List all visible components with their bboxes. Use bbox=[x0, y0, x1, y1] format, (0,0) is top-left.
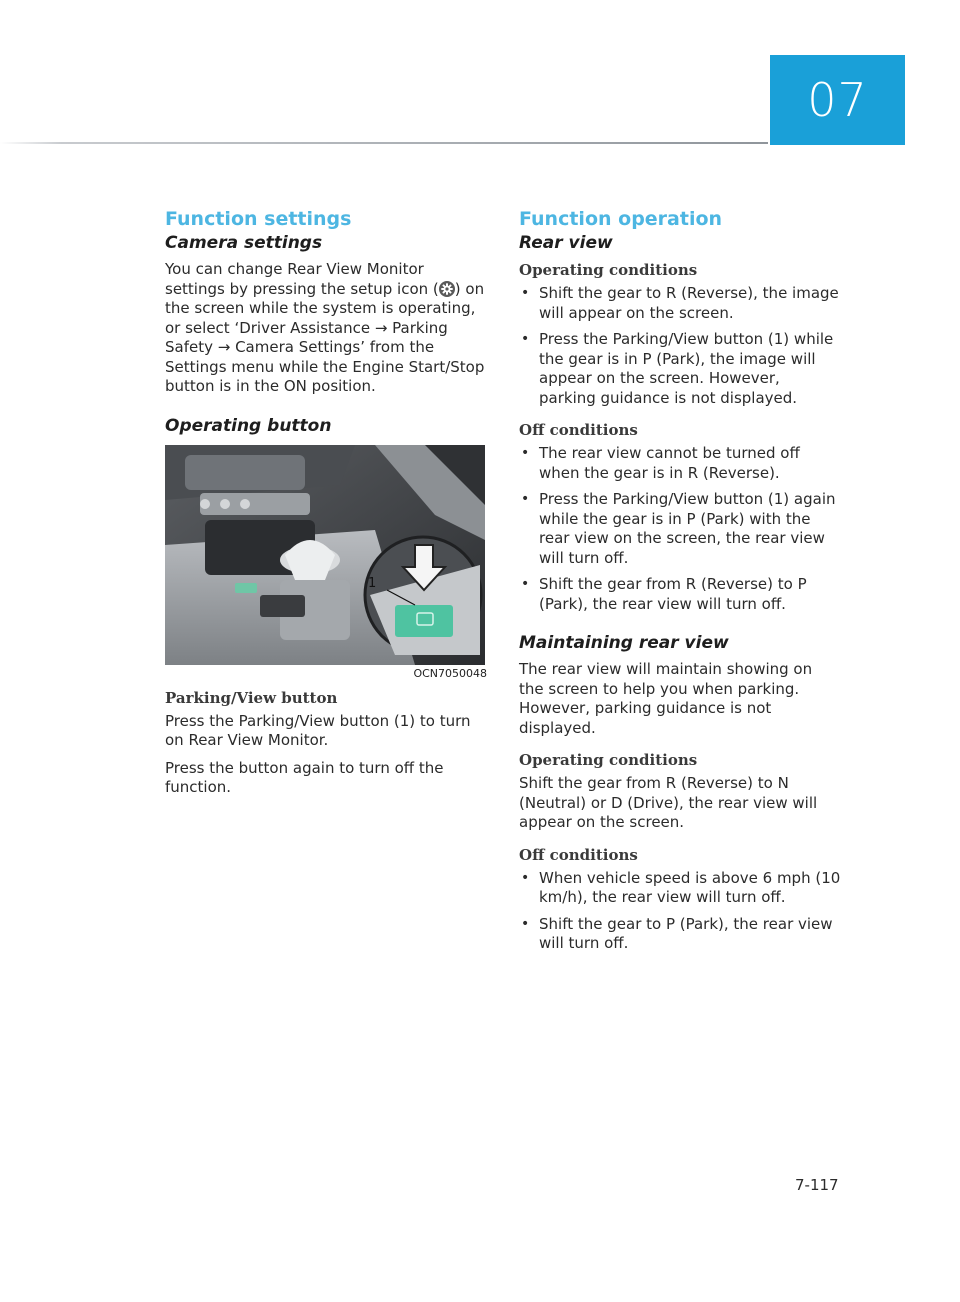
maintaining-intro: The rear view will maintain showing on the screen to help you when parking. However, parking guidance is not displayed. bbox=[519, 660, 813, 737]
subheading-camera-settings: Camera settings bbox=[165, 233, 323, 253]
gear-icon bbox=[439, 281, 455, 297]
caption-parking-view-button: Parking/View button bbox=[165, 688, 338, 707]
parking-view-button-figure bbox=[165, 445, 485, 665]
rear-view-off-conditions-list bbox=[519, 444, 841, 614]
figure-callout-number: 1 bbox=[368, 575, 377, 591]
figure-code: OCN7050048 bbox=[413, 666, 487, 680]
list-item: • When vehicle speed is above 6 mph (10 km/h), the rear view will turn off. bbox=[519, 869, 841, 908]
list-item: • The rear view cannot be turned off when the gear is in R (Reverse). bbox=[519, 444, 841, 483]
chapter-tab bbox=[770, 55, 905, 145]
subheading-maintaining-rear-view: Maintaining rear view bbox=[519, 633, 729, 653]
camera-settings-paragraph: You can change Rear View Monitor settings by pressing the setup icon ( ) on the screen while the system is operating, or select ‘Driver Assistance → Parking Safety → Camera Settings’ from the Settings menu while the Engine Start/Stop button is in the ON position. bbox=[165, 260, 485, 395]
header-rule bbox=[0, 142, 768, 144]
maintaining-operating-conditions-text: Shift the gear from R (Reverse) to N (Neutral) or D (Drive), the rear view will appear on the screen. bbox=[519, 774, 818, 831]
section-title-function-settings: Function settings bbox=[165, 208, 352, 230]
chapter-number: 07 bbox=[807, 73, 868, 127]
section-title-function-operation: Function operation bbox=[519, 208, 723, 230]
list-item: • Shift the gear from R (Reverse) to P (Park), the rear view will turn off. bbox=[519, 575, 841, 614]
rear-view-operating-conditions-list bbox=[519, 284, 841, 408]
rear-view-operating-conditions-title: Operating conditions bbox=[519, 261, 698, 279]
list-item: • Shift the gear to P (Park), the rear view will turn off. bbox=[519, 915, 841, 954]
right-column bbox=[519, 206, 841, 961]
operating-button-paragraph-2: Press the button again to turn off the function. bbox=[165, 758, 444, 796]
maintaining-operating-conditions-title: Operating conditions bbox=[519, 751, 698, 769]
subheading-rear-view: Rear view bbox=[519, 233, 613, 253]
rear-view-off-conditions-title: Off conditions bbox=[519, 421, 638, 439]
page-number: 7-117 bbox=[795, 1176, 839, 1194]
list-item: • Press the Parking/View button (1) again while the gear is in P (Park) with the rear view on the screen, the rear view will turn off. bbox=[519, 490, 841, 568]
console-illustration bbox=[165, 445, 485, 665]
operating-button-paragraph-1: Press the Parking/View button (1) to turn on Rear View Monitor. bbox=[165, 711, 471, 749]
left-column bbox=[165, 206, 487, 806]
list-item: • Press the Parking/View button (1) while the gear is in P (Park), the image will appear on the screen. However, parking guidance is not displayed. bbox=[519, 330, 841, 408]
subheading-operating-button: Operating button bbox=[165, 415, 332, 436]
maintaining-off-conditions-list bbox=[519, 869, 841, 954]
list-item: • Shift the gear to R (Reverse), the image will appear on the screen. bbox=[519, 284, 841, 323]
maintaining-off-conditions-title: Off conditions bbox=[519, 845, 638, 864]
